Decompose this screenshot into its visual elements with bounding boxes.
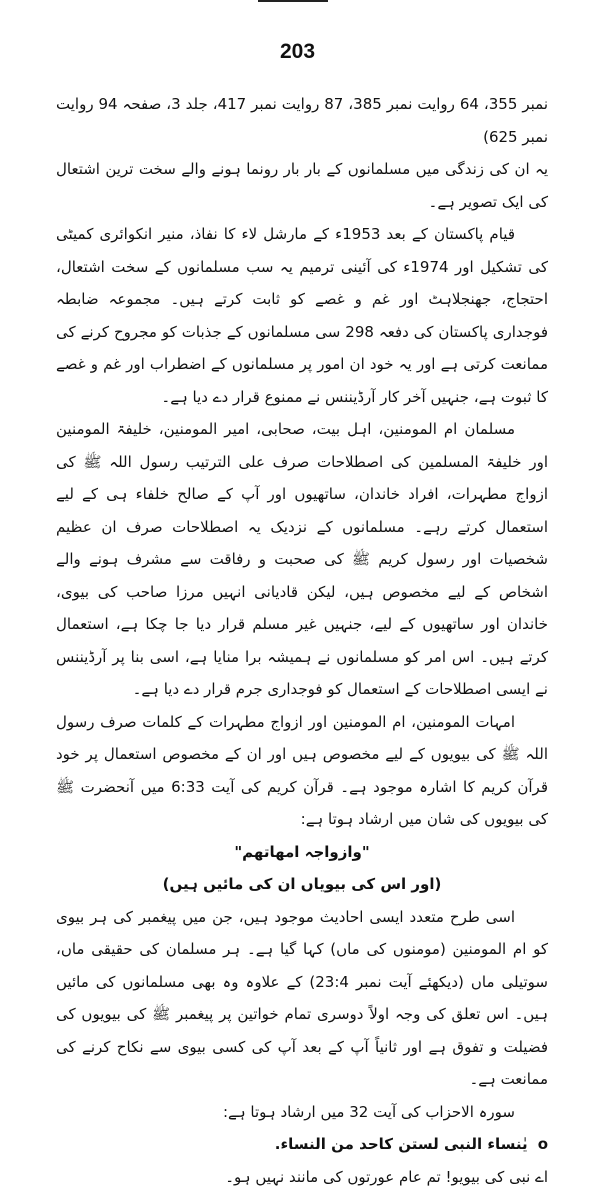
top-rule (258, 0, 328, 2)
paragraph-intro: یہ ان کی زندگی میں مسلمانوں کے بار بار رونما ہونے والے سخت ترین اشتعال کی ایک تصویر ہے۔ (56, 153, 548, 218)
paragraph-surah: سورہ الاحزاب کی آیت 32 میں ارشاد ہوتا ہے: (56, 1096, 548, 1129)
verse-translation: اے نبی کی بیویو! تم عام عورتوں کی مانند نہیں ہو۔ (56, 1161, 548, 1193)
bullet-marker: o (538, 1128, 548, 1161)
page-body (56, 88, 548, 1193)
paragraph-pakistan: قیام پاکستان کے بعد 1953ء کے مارشل لاء کا نفاذ، منیر انکوائری کمیٹی کی تشکیل اور 1974ء کی آئینی ترمیم یہ سب مسلمانوں کے سخت اشتعال، احتجاج، جھنجلاہٹ اور غم و غصے کو ثابت کرتے ہیں۔ مجموعہ ضابطہ فوجداری پاکستان کی دفعہ 298 سی مسلمانوں کے جذبات کو مجروح کرنے کی ممانعت کرتی ہے اور یہ خود ان امور پر مسلمانوں کے اضطراب اور غم و غصے کا ثبوت ہے، جنہیں آخر کار آرڈیننس نے ممنوع قرار دے دیا ہے۔ (56, 218, 548, 413)
quran-quote-translation: (اور اس کی بیویاں ان کی مائیں ہیں) (56, 868, 548, 901)
paragraph-mothers: امہات المومنین، ام المومنین اور ازواج مطہرات کے کلمات صرف رسول اللہ ﷺ کی بیویوں کے لیے مخصوص ہیں اور ان کے مخصوص استعمال پر خود قرآن کریم کا اشارہ موجود ہے۔ قرآن کریم کی آیت 6:33 میں آنحضرت ﷺ کی بیویوں کی شان میں ارشاد ہوتا ہے: (56, 706, 548, 836)
verse-line (56, 1128, 548, 1161)
quran-quote: "وازواجہ امھاتھم" (56, 836, 548, 869)
verse-arabic: یٰنساء النبی لستن کاحد من النساء. (275, 1135, 528, 1153)
paragraph-hadith: اسی طرح متعدد ایسی احادیث موجود ہیں، جن میں پیغمبر کی ہر بیوی کو ام المومنین (مومنوں کی ماں) کہا گیا ہے۔ ہر مسلمان کی حقیقی ماں، سوتیلی ماں (دیکھئے آیت نمبر 23:4) کے علاوہ وہ بھی مسلمانوں کی مائیں ہیں۔ اس تعلق کی وجہ اولاً دوسری تمام خواتین پر پیغمبر ﷺ کی بیویوں کی فضیلت و تفوق ہے اور ثانیاً آپ کے بعد آپ کی کسی بیوی سے نکاح کرنے کی ممانعت ہے۔ (56, 901, 548, 1096)
page-number: 203 (0, 40, 595, 64)
paragraph-terms: مسلمان ام المومنین، اہل بیت، صحابی، امیر المومنین، خلیفۃ المومنین اور خلیفۃ المسلمین کی اصطلاحات صرف علی الترتیب رسول اللہ ﷺ کی ازواج مطہرات، افراد خاندان، ساتھیوں اور آپ کے صالح خلفاء ہی کے لیے استعمال کرتے رہے۔ مسلمانوں کے نزدیک یہ اصطلاحات صرف ان عظیم شخصیات اور رسول کریم ﷺ کی صحبت و رفاقت سے مشرف ہونے والے اشخاص کے لیے مخصوص ہیں، لیکن قادیانی انہیں مرزا صاحب کی بیوی، خاندان اور ساتھیوں کے لیے، جنہیں غیر مسلم قرار دیا جا چکا ہے، استعمال کرتے ہیں۔ اس امر کو مسلمانوں نے ہمیشہ برا منایا ہے، اسی بنا پر آرڈیننس نے ایسی اصطلاحات کے استعمال کو فوجداری جرم قرار دے دیا ہے۔ (56, 413, 548, 706)
paragraph-reference: نمبر 355، 64 روایت نمبر 385، 87 روایت نمبر 417، جلد 3، صفحہ 94 روایت نمبر 625) (56, 88, 548, 153)
